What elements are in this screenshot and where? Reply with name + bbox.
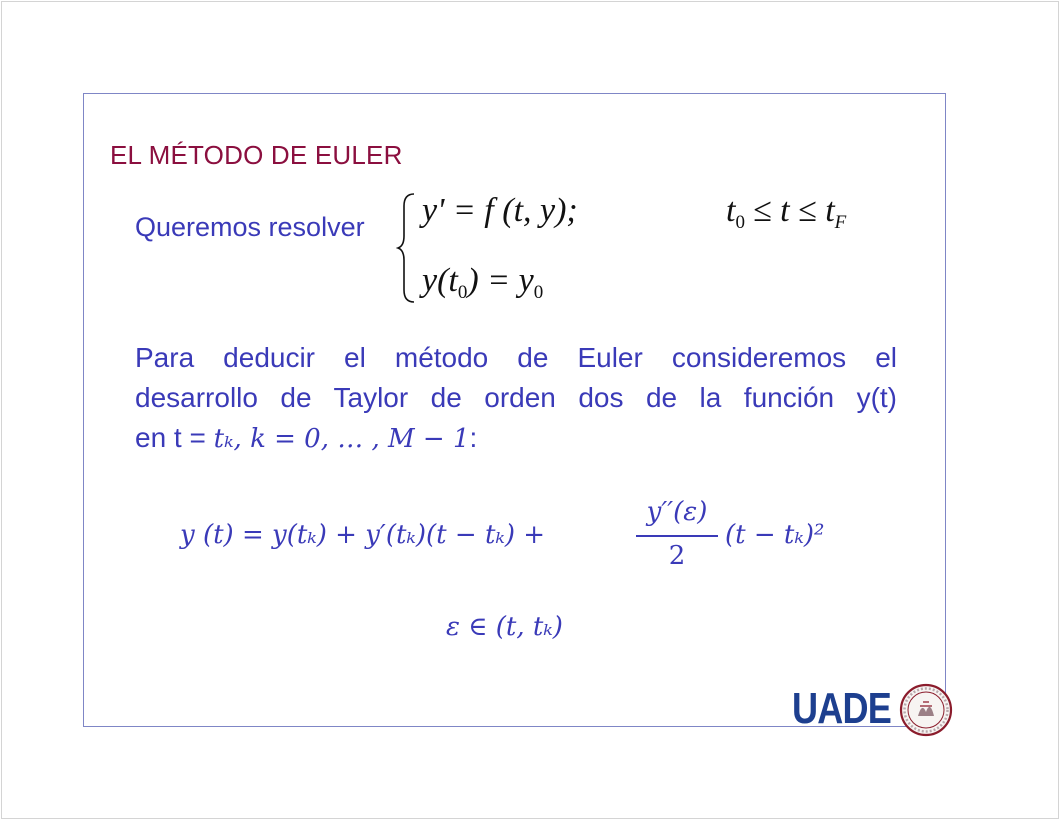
intro-text: Queremos resolver <box>135 212 365 242</box>
paragraph-line-1: Para deducir el método de Euler consideremos el <box>135 342 897 373</box>
system-equation-2: $y(t_0) = y_0$ <box>422 262 544 303</box>
taylor-lhs: y (t) = y(tₖ) + y′(tₖ)(t − tₖ) + <box>180 520 546 550</box>
uade-logo-text: UADE <box>792 684 891 733</box>
system-range: $t_0 \le t \le t_F$ <box>726 192 847 233</box>
paragraph-line-2: desarrollo de Taylor de orden dos de la función y(t) <box>135 382 897 413</box>
epsilon-interval: ε ∈ (t, tₖ) <box>446 612 563 642</box>
explanation-paragraph <box>135 338 897 459</box>
uade-seal-icon <box>898 682 954 738</box>
slide-title: EL MÉTODO DE EULER <box>110 140 403 170</box>
taylor-expansion <box>180 497 860 577</box>
system-equation-1: y' = f (t, y); <box>422 192 578 229</box>
taylor-denominator: 2 <box>668 541 686 571</box>
taylor-tail: (t − tₖ)² <box>725 520 825 550</box>
fraction-bar <box>636 535 718 537</box>
taylor-numerator: y′′(ε) <box>646 497 708 527</box>
paragraph-line-3: en t = tₖ, k = 0, … , M − 1: <box>135 422 478 454</box>
system-brace <box>396 192 418 304</box>
